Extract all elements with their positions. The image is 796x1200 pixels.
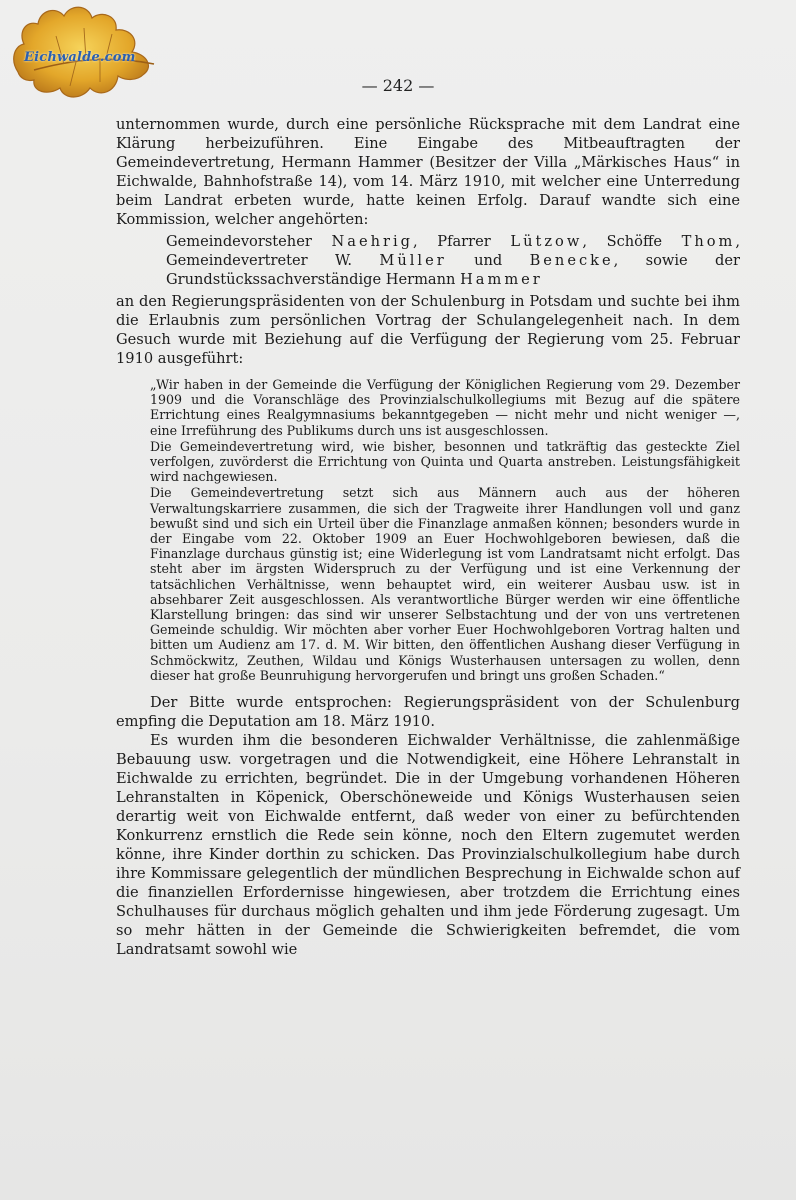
paragraph: an den Regierungspräsidenten von der Schulenburg in Potsdam und suchte bei ihm die Erlaubnis zum persönlichen Vortrag der Schulangelegenheit nach. In dem Gesuch wurde mit Beziehung auf die Verfügung der Regierung vom 25. Februar 1910 ausgeführt: [116, 293, 740, 367]
page-number: — 242 — [361, 76, 435, 95]
text-body [116, 115, 740, 959]
logo-text: Eichwalde.com [24, 50, 136, 65]
spaced-name: Hammer [460, 271, 543, 288]
paragraph: unternommen wurde, durch eine persönliche Rücksprache mit dem Landrat eine Klärung herbeizuführen. Eine Eingabe des Mitbeauftragten der Gemeindevertretung, Hermann Hammer (Besitzer der Villa „Märkisches Haus“ in Eichwalde, Bahnhofstraße 14), vom 14. März 1910, mit welcher eine Unterredung beim Landrat erbeten wurde, hatte keinen Erfolg. Darauf wandte sich eine Kommission, welcher angehörten: [116, 116, 740, 228]
commission-members: Gemeindevorsteher Naehrig, Pfarrer Lützow, Schöffe Thom, Gemeindevertreter W. Müller und Benecke, sowie der Grundstückssachverständige Hermann Hammer [166, 233, 741, 288]
spaced-name: Thom [681, 233, 736, 250]
quote-paragraph: Die Gemeindevertretung setzt sich aus Männern auch aus der höheren Verwaltungskarriere zusammen, die sich der Tragweite ihrer Handlungen voll und ganz bewußt sind und sich ein Urteil über die Finanzlage anmaßen können; besonders wurde in der Eingabe vom 22. Oktober 1909 an Euer Hochwohlgeboren bewiesen, daß die Finanzlage durchaus günstig ist; eine Widerlegung ist vom Landratsamt nicht erfolgt. Das steht aber im ärgsten Widerspruch zu der Verfügung und ist eine Verkennung der tatsächlichen Verhältnisse, wenn behauptet wird, ein weiterer Ausbau usw. ist in absehbarer Zeit ausgeschlossen. Als verantwortliche Bürger werden wir eine öffentliche Klarstellung bringen: das sind wir unserer Selbstachtung und der von uns vertretenen Gemeinde schuldig. Wir möchten aber vorher Euer Hochwohlgeboren Vortrag halten und bitten um Audienz am 17. d. M. Wir bitten, den öffentlichen Aushang dieser Verfügung in Schmöckwitz, Zeuthen, Wildau und Königs Wusterhausen untersagen zu wollen, denn dieser hat große Beunruhigung hervorgerufen und bringt uns großen Schaden.“ [150, 485, 740, 683]
block-quote [150, 377, 740, 683]
paragraph: Es wurden ihm die besonderen Eichwalder Verhältnisse, die zahlenmäßige Bebauung usw. vorgetragen und die Notwendigkeit, eine Höhere Lehranstalt in Eichwalde zu errichten, begründet. Die in der Umgebung vorhandenen Höheren Lehranstalten in Köpenick, Oberschöneweide und Königs Wusterhausen seien derartig weit von Eichwalde entfernt, daß weder von einer zu befürchtenden Konkurrenz ernstlich die Rede sein könne, noch den Eltern zugemutet werden könne, ihre Kinder dorthin zu schicken. Das Provinzialschulkollegium habe durch ihre Kommissare gelegentlich der mündlichen Besprechung in Eichwalde schon auf die finanziellen Erfordernisse hingewiesen, aber trotzdem die Errichtung eines Schulhauses für durchaus möglich gehalten und ihm jede Förderung zugesagt. Um so mehr hätten in der Gemeinde die Schwierigkeiten befremdet, die vom Landratsamt sowohl wie [116, 732, 740, 959]
spaced-name: Naehrig [331, 233, 413, 250]
quote-paragraph: „Wir haben in der Gemeinde die Verfügung der Königlichen Regierung vom 29. Dezember 1909 und die Voranschläge des Provinzialschulkollegiums mit Bezug auf die spätere Errichtung eines Realgymnasiums bekanntgegeben — nicht mehr und nicht weniger —, eine Irreführung des Publikums durch uns ist ausgeschlossen. [150, 377, 740, 438]
quote-paragraph: Die Gemeindevertretung wird, wie bisher, besonnen und tatkräftig das gesteckte Ziel verfolgen, zuvörderst die Errichtung von Quinta und Quarta anstreben. Leistungsfähigkeit wird nachgewiesen. [150, 438, 740, 485]
spaced-name: Müller [379, 252, 447, 269]
spaced-name: Lützow [510, 233, 583, 250]
paragraph: Der Bitte wurde entsprochen: Regierungspräsident von der Schulenburg empfing die Deputation am 18. März 1910. [116, 694, 740, 731]
spaced-name: Benecke [529, 252, 614, 269]
